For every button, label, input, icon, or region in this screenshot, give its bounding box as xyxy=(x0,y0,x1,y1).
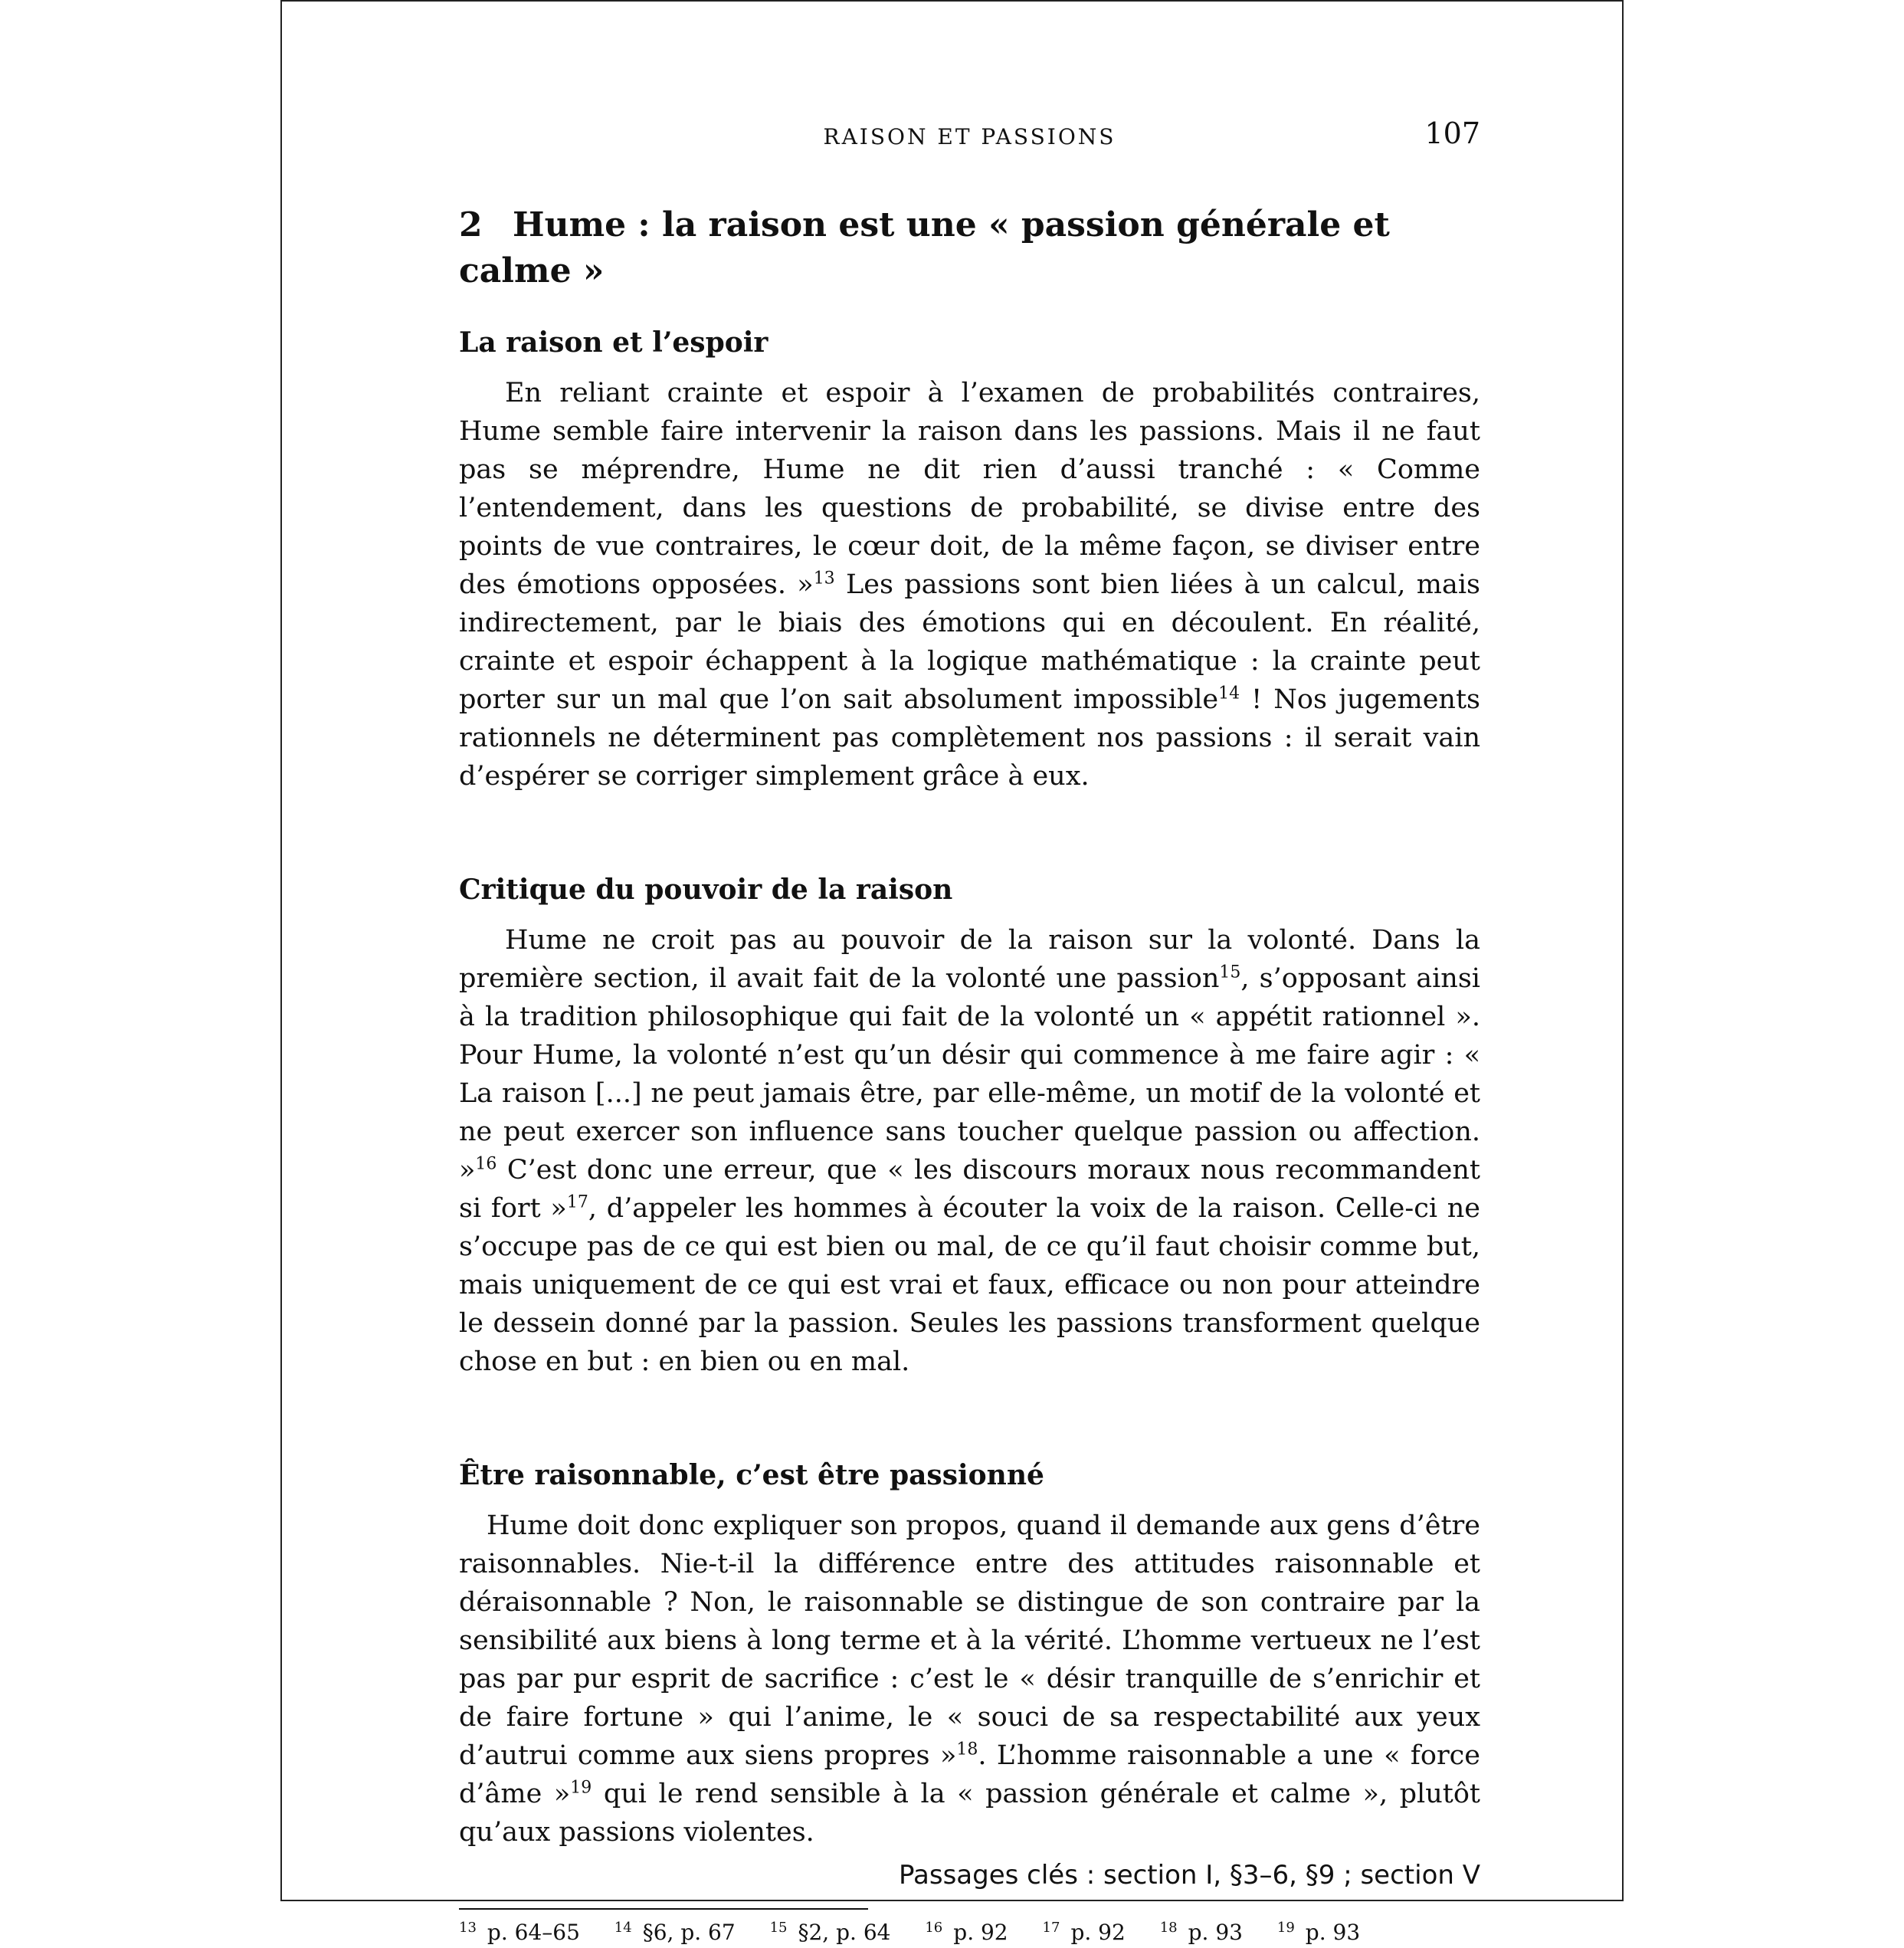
footnote-text: §6, p. 67 xyxy=(642,1920,736,1945)
page xyxy=(280,0,1624,1945)
footnotes xyxy=(459,1917,1480,1948)
footnote-number: 19 xyxy=(1276,1919,1295,1936)
footnote-text: p. 93 xyxy=(1305,1920,1361,1945)
footnote-ref: 17 xyxy=(566,1192,588,1212)
footnote-text: p. 64–65 xyxy=(487,1920,580,1945)
paragraph-text: Les passions sont bien liées à un calcul, mais indirectement, par le biais des émotions qui en découlent. En réalité, crainte et espoir échappent à la logique mathématique : la crainte peut porter sur un mal que l’on sait absolument impossible xyxy=(459,569,1480,715)
paragraph-text: , s’opposant ainsi à la tradition philosophique qui fait de la volonté un « appétit rationnel ». Pour Hume, la volonté n’est qu’un désir qui commence à me faire agir : « La raison [...] ne peut jamais être, par elle-même, un motif de la volonté et ne peut exercer son influence sans toucher quelque passion ou affection. » xyxy=(459,963,1480,1186)
key-passages: Passages clés : section I, §3–6, §9 ; section V xyxy=(899,1860,1480,1891)
paragraph-text: . L’homme raisonnable a une « force d’âme » xyxy=(459,1740,1481,1809)
footnote-text: p. 93 xyxy=(1188,1920,1243,1945)
paragraph-raison-espoir xyxy=(459,374,1480,795)
footnote-text: p. 92 xyxy=(953,1920,1008,1945)
section-number: 2 xyxy=(459,205,483,244)
footnote-item xyxy=(1277,1917,1360,1948)
footnote-ref: 14 xyxy=(1218,684,1240,703)
footnote-number: 16 xyxy=(925,1919,943,1936)
footnote-number: 14 xyxy=(614,1919,632,1936)
subheading-critique: Critique du pouvoir de la raison xyxy=(459,874,953,906)
footnote-item xyxy=(925,1917,1008,1948)
paragraph-critique xyxy=(459,921,1480,1381)
footnote-text: p. 92 xyxy=(1070,1920,1126,1945)
paragraph-raisonnable xyxy=(459,1507,1480,1851)
footnote-text: §2, p. 64 xyxy=(798,1920,891,1945)
section-heading xyxy=(459,202,1480,294)
footnote-ref: 15 xyxy=(1219,963,1241,982)
footnote-number: 18 xyxy=(1159,1919,1178,1936)
footnote-item xyxy=(614,1917,736,1948)
paragraph-text: qui le rend sensible à la « passion générale et calme », plutôt qu’aux passions violentes. xyxy=(459,1779,1480,1848)
footnote-item xyxy=(459,1917,580,1948)
paragraph-text: ! Nos jugements rationnels ne déterminent pas complètement nos passions : il serait vain d’espérer se corriger simplement grâce à eux. xyxy=(459,684,1480,792)
footnote-number: 13 xyxy=(459,1919,477,1936)
footnote-ref: 13 xyxy=(813,569,835,589)
footnote-item xyxy=(770,1917,891,1948)
paragraph-text: En reliant crainte et espoir à l’examen de probabilités contraires, Hume semble faire intervenir la raison dans les passions. Mais il ne faut pas se méprendre, Hume ne dit rien d’aussi tranché : « Comme l’entendement, dans les questions de probabilité, se divise entre des points de vue contraires, le cœur doit, de la même façon, se diviser entre des émotions opposées. » xyxy=(459,378,1480,600)
page-content xyxy=(459,116,1480,1948)
footnote-rule xyxy=(459,1908,868,1910)
section-title: Hume : la raison est une « passion générale et calme » xyxy=(459,205,1390,290)
footnote-ref: 16 xyxy=(475,1154,497,1174)
running-title: RAISON ET PASSIONS xyxy=(823,124,1116,149)
paragraph-text: Hume doit donc expliquer son propos, quand il demande aux gens d’être raisonnables. Nie-t-il la différence entre des attitudes raisonnable et déraisonnable ? Non, le raisonnable se distingue de son contraire par la sensibilité aux biens à long terme et à la vérité. L’homme vertueux ne l’est pas par pur esprit de sacrifice : c’est le « désir tranquille de s’enrichir et de faire fortune » qui l’anime, le « souci de sa respectabilité aux yeux d’autrui comme aux siens propres » xyxy=(459,1510,1480,1771)
footnote-item xyxy=(1043,1917,1126,1948)
running-head xyxy=(459,116,1480,162)
paragraph-text: , d’appeler les hommes à écouter la voix de la raison. Celle-ci ne s’occupe pas de ce qui est bien ou mal, de ce qu’il faut choisir comme but, mais uniquement de ce qui est vrai et faux, efficace ou non pour atteindre le dessein donné par la passion. Seules les passions transforment quelque chose en but : en bien ou en mal. xyxy=(459,1193,1480,1377)
footnote-number: 17 xyxy=(1042,1919,1060,1936)
paragraph-text: Hume ne croit pas au pouvoir de la raison sur la volonté. Dans la première section, il avait fait de la volonté une passion xyxy=(459,925,1480,994)
subheading-raison-espoir: La raison et l’espoir xyxy=(459,326,768,359)
page-number: 107 xyxy=(1424,116,1480,150)
footnote-ref: 18 xyxy=(956,1740,978,1759)
paragraph-text: C’est donc une erreur, que « les discours moraux nous recommandent si fort » xyxy=(459,1155,1480,1224)
footnote-number: 15 xyxy=(769,1919,788,1936)
footnote-ref: 19 xyxy=(570,1778,592,1798)
footnote-item xyxy=(1160,1917,1243,1948)
subheading-raisonnable: Être raisonnable, c’est être passionné xyxy=(459,1459,1044,1491)
